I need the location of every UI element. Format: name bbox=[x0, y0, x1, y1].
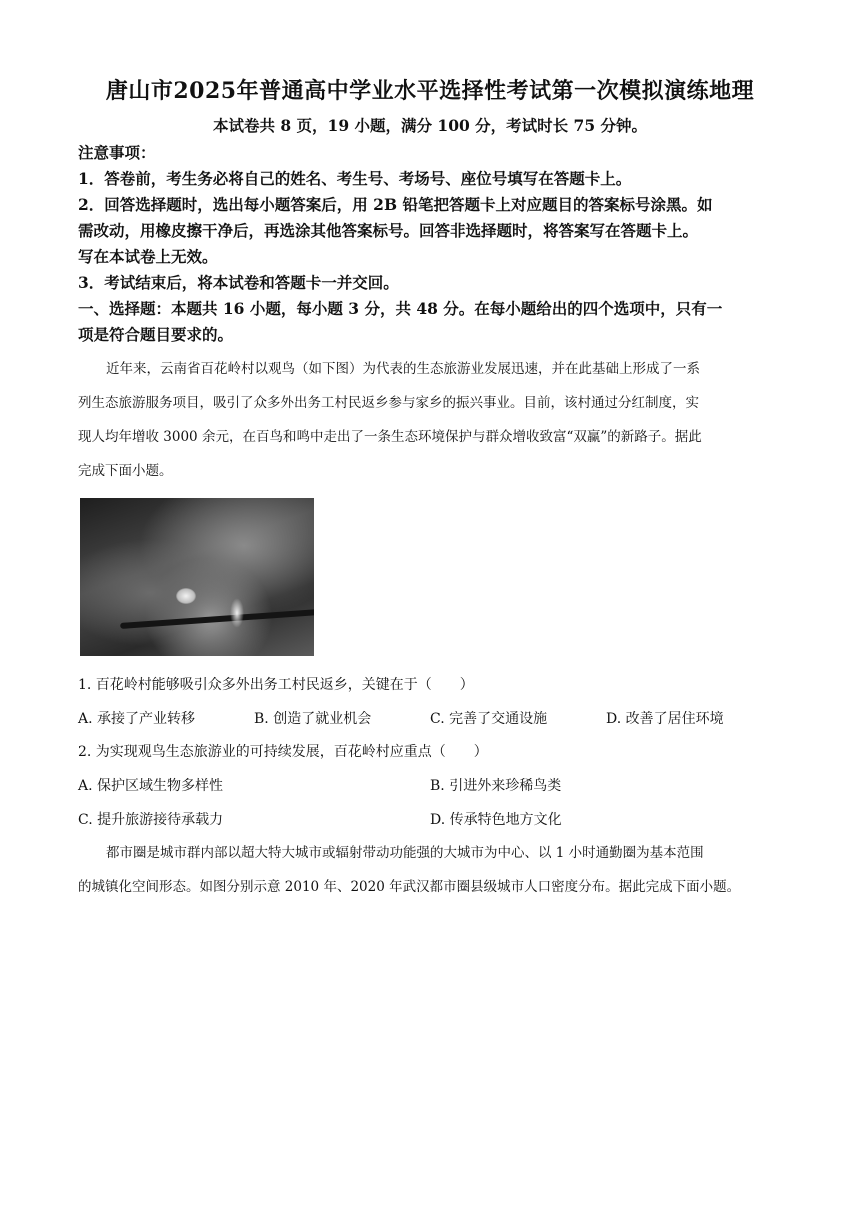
passage-metropolitan bbox=[78, 836, 818, 904]
section-heading: 一、选择题：本题共 16 小题，每小题 3 分，共 48 分。在每小题给出的四个选项中，只有一 bbox=[78, 299, 723, 318]
bird-shape bbox=[176, 588, 196, 604]
q2-option-a[interactable]: A. 保护区域生物多样性 bbox=[78, 778, 224, 794]
q2-option-d[interactable]: D. 传承特色地方文化 bbox=[430, 812, 562, 828]
q1-option-c[interactable]: C. 完善了交通设施 bbox=[430, 711, 548, 727]
page-title: 唐山市2025年普通高中学业水平选择性考试第一次模拟演练地理 bbox=[105, 78, 755, 104]
section-heading: 项是符合题目要求的。 bbox=[78, 325, 234, 344]
light-shape bbox=[230, 598, 244, 628]
notice-line: 2．回答选择题时，选出每小题答案后，用 2B 铅笔把答题卡上对应题目的答案标号涂黑。如 bbox=[78, 195, 713, 214]
question-2-stem: 2. 为实现观鸟生态旅游业的可持续发展，百花岭村应重点（ ） bbox=[78, 744, 488, 760]
notice-line: 写在本试卷上无效。 bbox=[78, 247, 218, 266]
branch-shape bbox=[120, 609, 314, 629]
q1-option-b[interactable]: B. 创造了就业机会 bbox=[254, 711, 372, 727]
notice-heading: 注意事项： bbox=[78, 143, 156, 162]
notice-line: 3．考试结束后，将本试卷和答题卡一并交回。 bbox=[78, 273, 399, 292]
notice-line: 需改动，用橡皮擦干净后，再选涂其他答案标号。回答非选择题时，将答案写在答题卡上。 bbox=[78, 221, 699, 240]
notice-line: 1．答卷前，考生务必将自己的姓名、考生号、考场号、座位号填写在答题卡上。 bbox=[78, 169, 632, 188]
passage-baihualing bbox=[78, 352, 782, 488]
question-1-stem: 1. 百花岭村能够吸引众多外出务工村民返乡，关键在于（ ） bbox=[78, 677, 474, 693]
q1-option-d[interactable]: D. 改善了居住环境 bbox=[606, 711, 724, 727]
bird-watching-photo bbox=[80, 498, 314, 656]
q2-option-b[interactable]: B. 引进外来珍稀鸟类 bbox=[430, 778, 562, 794]
q1-option-a[interactable]: A. 承接了产业转移 bbox=[78, 711, 196, 727]
passage-line: 都市圈是城市群内部以超大特大城市或辐射带动功能强的大城市为中心、以 1 小时通勤圈为基本范围 bbox=[106, 845, 704, 861]
q2-option-c[interactable]: C. 提升旅游接待承载力 bbox=[78, 812, 224, 828]
passage-line: 现人均年增收 3000 余元，在百鸟和鸣中走出了一条生态环境保护与群众增收致富“双赢”的新路子。据此 bbox=[78, 429, 702, 445]
passage-line: 的城镇化空间形态。如图分别示意 2010 年、2020 年武汉都市圈县级城市人口密度分布。据此完成下面小题。 bbox=[78, 879, 741, 895]
passage-line: 完成下面小题。 bbox=[78, 463, 173, 479]
passage-line: 近年来，云南省百花岭村以观鸟（如下图）为代表的生态旅游业发展迅速，并在此基础上形成了一系 bbox=[106, 361, 700, 377]
exam-info: 本试卷共 8 页，19 小题，满分 100 分，考试时长 75 分钟。 bbox=[212, 116, 648, 135]
notice-section bbox=[78, 140, 788, 348]
passage-line: 列生态旅游服务项目，吸引了众多外出务工村民返乡参与家乡的振兴事业。目前，该村通过分红制度，实 bbox=[78, 395, 699, 411]
